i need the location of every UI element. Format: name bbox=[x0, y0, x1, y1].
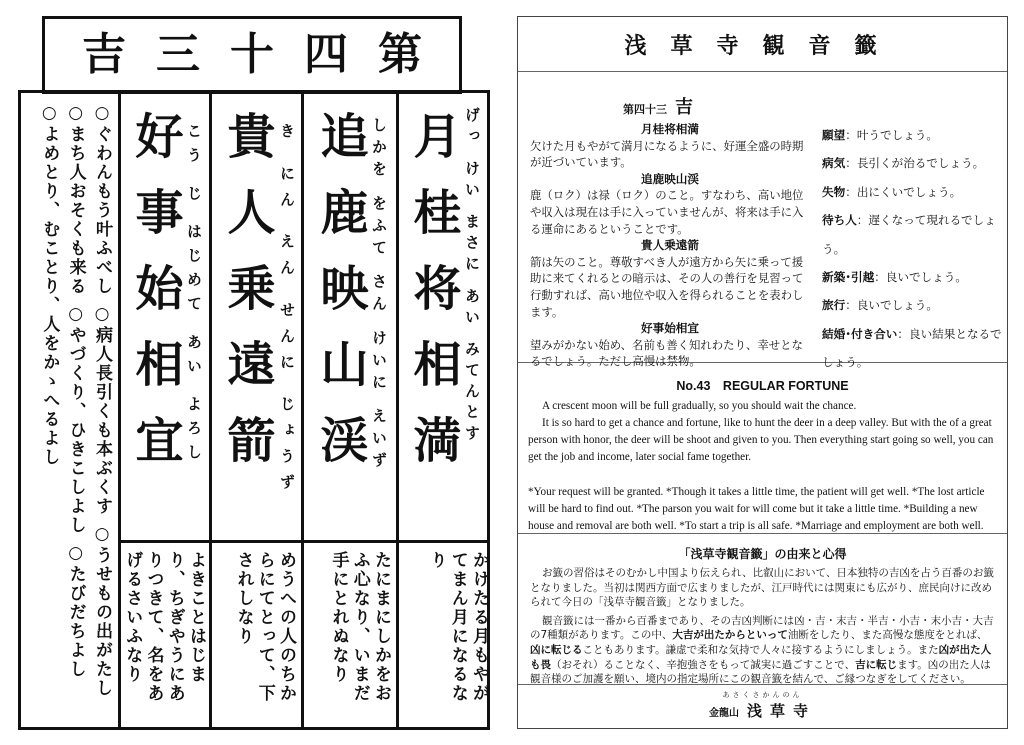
temple-name: 浅草寺 bbox=[746, 702, 816, 720]
english-body bbox=[518, 394, 1007, 535]
title-char: 三 bbox=[156, 29, 200, 80]
fortune-item: 結婚･付き合い：良い結果となるでしょう。 bbox=[822, 326, 1002, 370]
verse-2-commentary: たにまにしかをおふ心なり、いまだ手にとれぬなり bbox=[328, 551, 391, 703]
row-divider bbox=[118, 540, 487, 543]
origin-paragraph: お籤の習俗はそのむかし中国より伝えられ、比叡山において、日本独特の吉凶を占う百番のお籤となりました。当初は関西方面で広まりましたが、江戸時代には関東にも広がり、庶民向けに改められて今日の「浅草寺観音籤」となりました。 bbox=[530, 567, 994, 609]
english-explanation bbox=[518, 364, 1007, 534]
verse-4-ruby: こう じ はじめて あい よろし bbox=[185, 123, 203, 468]
fortune-item: 病気：長引くが治るでしょう。 bbox=[822, 156, 985, 171]
verse-3-ruby: き にん えん せんに じょうず bbox=[278, 123, 296, 500]
english-notes: *Your request will be granted. *Though it takes a little time, the patient will get well. *The lost article will be hard to find out. *The parson you wait for will come but it take a little time. *Building a new house and removal are both well. *To start a trip is all safe. *Marriage and employment are both well. bbox=[528, 486, 985, 532]
section-title: 月桂将相満 bbox=[641, 122, 699, 136]
fortune-rank: 吉 bbox=[675, 97, 693, 118]
origin-paragraph: 観音籤には一番から百番まであり、その吉凶判断には凶・吉・末吉・半吉・小吉・末小吉・大吉の7種類があります。この中、大吉が出たからといって油断をしたり、また高慢な態度をとれば、凶に転じることもあります。謙虚で柔和な気持で人々に接するようにしましょう。また凶が出た人も畏（おそれ）ることなく、辛抱強さをもって誠実に過ごすことで、吉に転じます。凶の出た人は観音様のご加護を願い、境内の指定場所にこの観音籤を結んで、ご縁つなぎをしてください。 bbox=[530, 614, 994, 686]
section-text: 鹿（ロク）は禄（ロク）のこと。すなわち、高い地位や収入は現在は手に入っていませんが、将来は手に入る運命にあるということです。 bbox=[530, 188, 804, 236]
verse-frame bbox=[18, 90, 490, 730]
temple-kana: あさくさかんのん bbox=[722, 691, 803, 699]
section-text: 欠けた月もやがて満月になるように、好運全盛の時期が近づいています。 bbox=[530, 138, 804, 170]
fortune-item: 願望：叶うでしょう。 bbox=[822, 128, 938, 142]
verse-1-ruby: げっ けい まさに あい みてんとす bbox=[463, 107, 481, 446]
verse-2-ruby: しかを をふて さん けいに えいず bbox=[370, 117, 388, 474]
section-text: 望みがかない始め、名前も善く知れわたり、幸せとなるでしょう。ただし高慢は禁物。 bbox=[530, 337, 803, 369]
section-title: 追鹿映山渓 bbox=[641, 171, 699, 186]
verse-1: 月桂将相満 bbox=[405, 111, 461, 491]
verse-1-commentary: かけたる月もやがてまん月になるなり bbox=[426, 551, 489, 703]
verse-3: 貴人乗遠箭 bbox=[219, 111, 275, 491]
fortune-note-1: ○ぐわんもう叶ふべし ○病人長引くも本ぶくす ○うせもの出がたし bbox=[92, 103, 112, 698]
fortune-item: 旅行：良いでしょう。 bbox=[822, 298, 938, 313]
section-text: 箭は矢のこと。尊敬すべき人が遠方から矢に乗って援助に来てくれるとの暗示は、その人の善行を見習って行動すれば、高い地位や収入を得られることを表わします。 bbox=[530, 254, 804, 319]
fortune-number-label: 第四十三 bbox=[623, 103, 667, 116]
column-divider bbox=[209, 93, 212, 727]
title-char: 十 bbox=[230, 29, 274, 80]
origin-section bbox=[518, 535, 1007, 685]
verse-explanations bbox=[530, 121, 810, 370]
column-divider bbox=[396, 93, 399, 727]
fortune-note-2: ○まち人おそくも来る ○やづくり、ひきこしよし ○たびだちよし bbox=[65, 103, 86, 679]
english-paragraph: A crescent moon will be full gradually, so you should wait the chance. bbox=[542, 400, 857, 412]
fortune-notes bbox=[25, 103, 115, 723]
fortune-number bbox=[518, 93, 798, 119]
fortune-item: 失物：出にくいでしょう。 bbox=[822, 184, 962, 199]
verse-4-commentary: よきことはじまり、ちぎやうにありつきて、名をあげるさいふなり bbox=[122, 551, 206, 703]
section-title: 好事始相宜 bbox=[641, 321, 699, 336]
english-paragraph: It is so hard to get a chance and fortune, like to hunt the deer in a deep valley. But with the of a great person with honor, the deer will be shoot and given to you. Then everything start going so well, you can get the job and income, later social fame together. bbox=[528, 417, 994, 463]
mountain-name: 金龍山 bbox=[708, 708, 739, 719]
verse-2: 追鹿映山渓 bbox=[312, 111, 368, 491]
section-title: 貴人乗遠箭 bbox=[641, 238, 699, 253]
omikuji-handwritten-panel bbox=[0, 0, 505, 745]
title-char: 四 bbox=[304, 29, 348, 80]
column-divider bbox=[301, 93, 304, 727]
origin-title: 「浅草寺観音籤」の由来と心得 bbox=[678, 547, 847, 561]
temple-footer bbox=[518, 687, 1007, 730]
verse-4: 好事始相宜 bbox=[127, 111, 183, 491]
fortune-item: 待ち人：遅くなって現れるでしょう。 bbox=[822, 213, 996, 256]
fortune-title-box bbox=[42, 16, 462, 94]
fortune-item: 新築･引越：良いでしょう。 bbox=[822, 270, 967, 285]
title-char: 吉 bbox=[82, 29, 126, 80]
verse-3-commentary: めうへの人のちからにてとって、下されしなり bbox=[233, 551, 296, 703]
japanese-explanation bbox=[518, 73, 1007, 370]
omikuji-printed-panel bbox=[517, 16, 1008, 729]
panel-header bbox=[518, 17, 1007, 72]
fortune-items bbox=[822, 121, 1002, 377]
title-char: 第 bbox=[378, 29, 422, 80]
english-title: No.43 REGULAR FORTUNE bbox=[676, 379, 849, 393]
fortune-note-3: ○よめとり、むことり、人をかゝへるよし bbox=[39, 103, 60, 467]
header-title: 浅草寺観音籤 bbox=[624, 32, 901, 59]
